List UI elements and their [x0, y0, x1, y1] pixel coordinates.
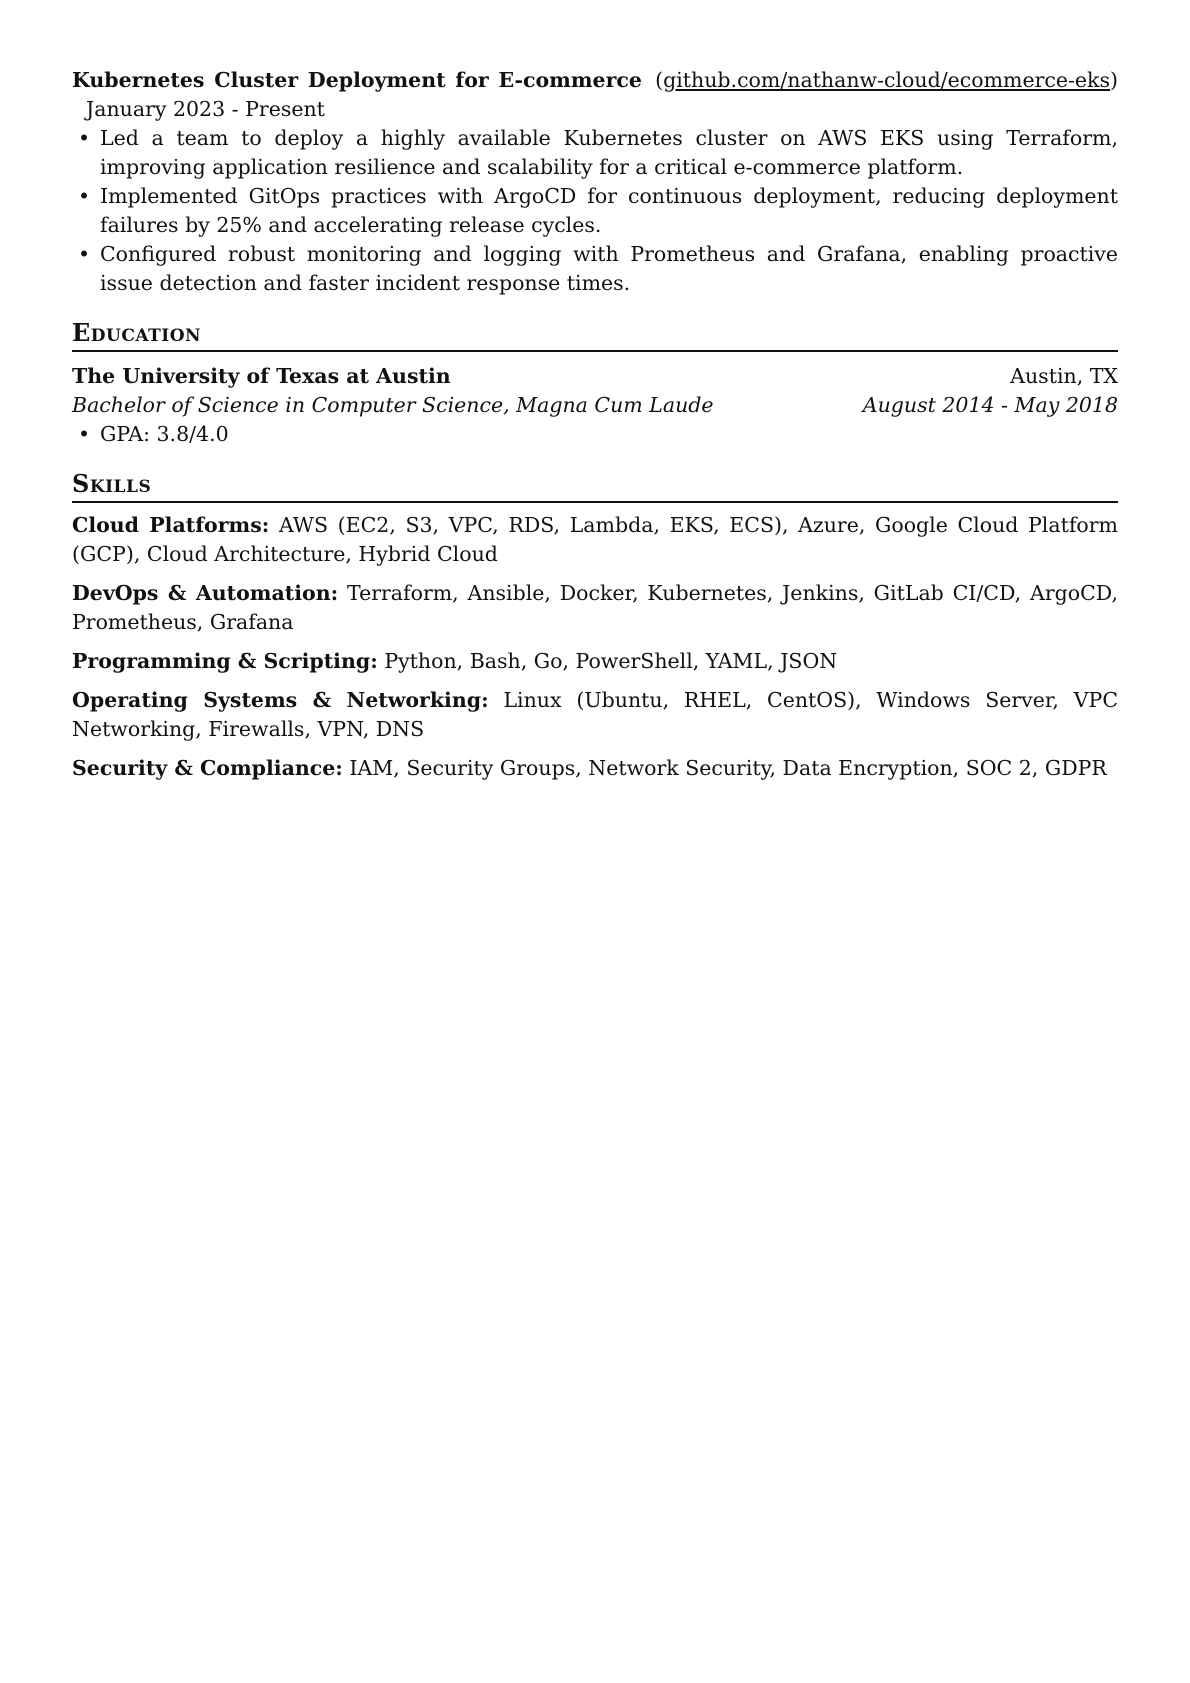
bullet-text: Implemented GitOps practices with ArgoCD for continuous deployment, reducing deployment failures by 25% and accelerating release cycles.	[100, 184, 1118, 237]
education-degree-row	[72, 391, 1118, 420]
bullet-icon: •	[78, 422, 91, 446]
gpa-text: GPA: 3.8/4.0	[100, 422, 229, 446]
education-school-row	[72, 362, 1118, 391]
skill-value: AWS (EC2, S3, VPC, RDS, Lambda, EKS, ECS), Azure, Google Cloud Platform (GCP), Cloud Architecture, Hybrid Cloud	[72, 513, 1118, 566]
skill-category	[72, 511, 1118, 569]
skill-category	[72, 579, 1118, 637]
list-item	[72, 240, 1118, 298]
bullet-icon: •	[78, 126, 91, 150]
skills-heading: Skills	[72, 469, 1118, 503]
list-item	[72, 420, 1118, 449]
bullet-icon: •	[78, 184, 91, 208]
skill-category	[72, 686, 1118, 744]
project-dates: January 2023 - Present	[86, 97, 325, 121]
skill-value: Python, Bash, Go, PowerShell, YAML, JSON	[384, 649, 838, 673]
education-entry	[72, 362, 1118, 449]
skill-category	[72, 754, 1118, 783]
skill-value: Linux (Ubuntu, RHEL, CentOS), Windows Server, VPC Networking, Firewalls, VPN, DNS	[72, 688, 1118, 741]
project-repo-link[interactable]: github.com/nathanw-cloud/ecommerce-eks	[663, 68, 1110, 92]
skill-label: Programming & Scripting:	[72, 649, 378, 673]
project-title: Kubernetes Cluster Deployment for E-commerce	[72, 68, 642, 92]
school-location: Austin, TX	[1010, 364, 1118, 388]
list-item	[72, 124, 1118, 182]
project-link-wrapper	[655, 68, 1118, 92]
project-entry	[72, 66, 1118, 298]
skill-label: Cloud Platforms:	[72, 513, 270, 537]
bullet-icon: •	[78, 242, 91, 266]
skill-category	[72, 647, 1118, 676]
bullet-text: Configured robust monitoring and logging with Prometheus and Grafana, enabling proactive issue detection and faster incident response times.	[100, 242, 1118, 295]
education-dates: August 2014 - May 2018	[862, 393, 1118, 417]
skill-value: Terraform, Ansible, Docker, Kubernetes, Jenkins, GitLab CI/CD, ArgoCD, Prometheus, Grafana	[72, 581, 1118, 634]
skill-label: Security & Compliance:	[72, 756, 343, 780]
link-close-paren: )	[1110, 68, 1118, 92]
education-heading: Education	[72, 318, 1118, 352]
skill-label: DevOps & Automation:	[72, 581, 339, 605]
skill-value: IAM, Security Groups, Network Security, Data Encryption, SOC 2, GDPR	[349, 756, 1107, 780]
bullet-text: Led a team to deploy a highly available Kubernetes cluster on AWS EKS using Terraform, improving application resilience and scalability for a critical e-commerce platform.	[100, 126, 1118, 179]
project-header	[72, 66, 1118, 124]
degree-name: Bachelor of Science in Computer Science, Magna Cum Laude	[72, 393, 714, 417]
link-open-paren: (	[655, 68, 664, 92]
list-item	[72, 182, 1118, 240]
skills-list	[72, 511, 1118, 783]
skill-label: Operating Systems & Networking:	[72, 688, 489, 712]
education-bullet-list	[72, 420, 1118, 449]
project-bullet-list	[72, 124, 1118, 298]
school-name: The University of Texas at Austin	[72, 364, 451, 388]
